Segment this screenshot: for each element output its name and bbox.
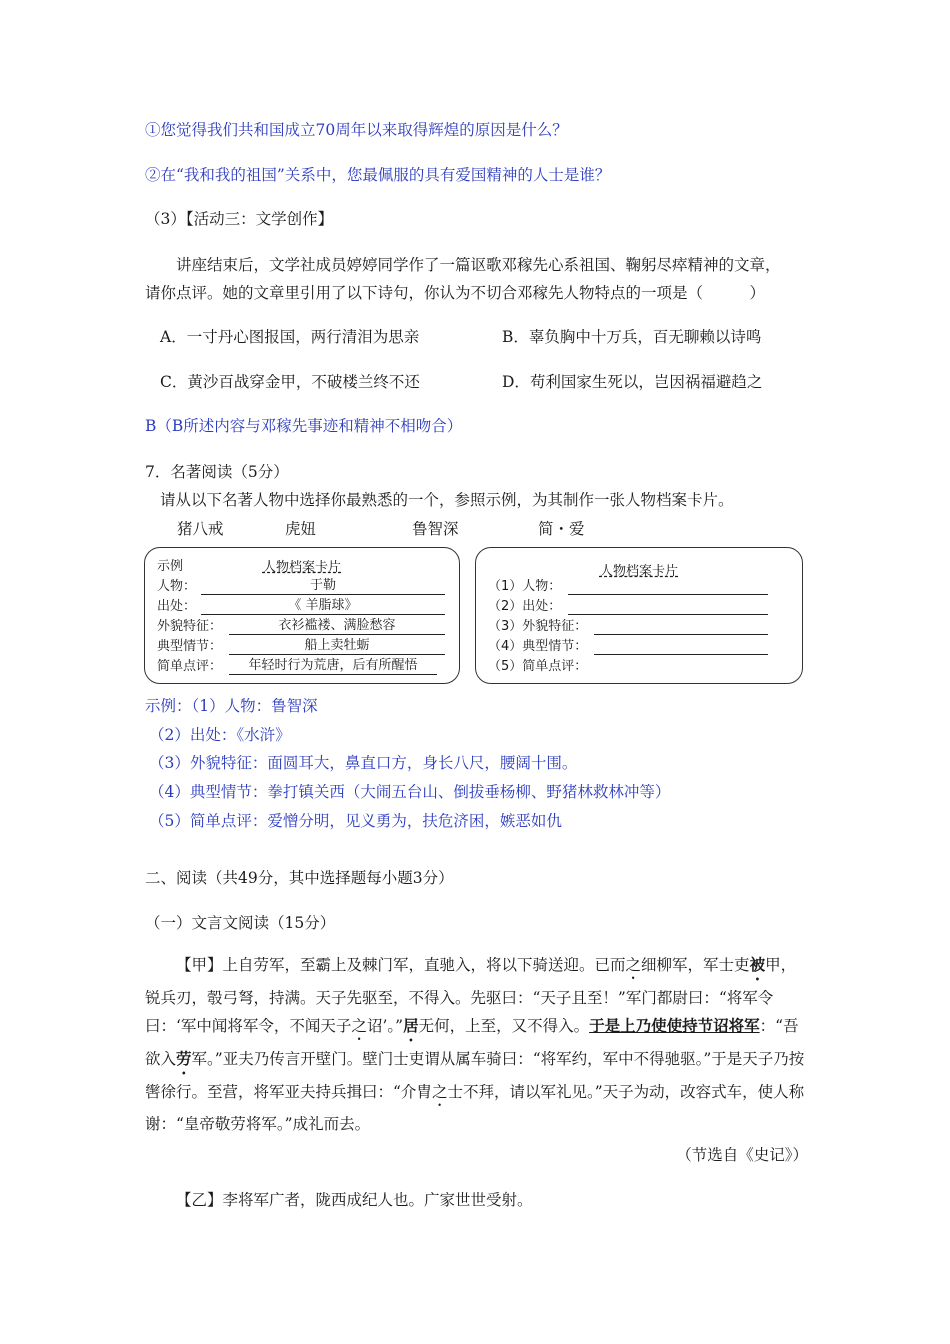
card-key: 简单点评： [157,659,223,674]
card-key: （2）出处： [488,599,562,614]
passage-source: （节选自《史记》） [676,1146,808,1164]
card-key: （1）人物： [488,579,562,594]
card-value: 船上卖牡蛎 [229,637,445,655]
passage-tag: 【乙】 [176,1191,223,1209]
card-key: 外貌特征： [157,619,223,634]
bold-char: 被 [749,955,766,974]
section2-sub: （一）文言文阅读（15分） [145,914,336,932]
passage-text: 李将军广者，陇西成纪人也。广家世世受射。 [222,1191,533,1209]
card-key: （3）外貌特征： [488,619,588,634]
card-key: （4）典型情节： [488,639,588,654]
activity3-stem-1: 讲座结束后，文学社成员婷婷同学作了一篇讴歌邓稼先心系祖国、鞠躬尽瘁精神的文章， [176,256,781,274]
q7-heading: 7．名著阅读（5分） [145,463,289,481]
passage-text: 上自劳军，至霸上及棘门军，直驰入，将以下骑送迎。已而 [222,956,626,974]
passage-text: 士不拜，请以军礼见。”天子为动，改容式车，使人称谢：“皇帝敬劳将军。”成礼而去。 [145,1083,805,1133]
section2-heading: 二、阅读（共49分，其中选择题每小题3分） [145,869,454,887]
dotted-char: 之 [351,1017,367,1035]
card-key: 人物： [157,579,197,594]
activity3-answer: B（B所述内容与邓稼先事迹和精神不相吻合） [145,417,463,435]
bold-char: 劳 [176,1049,192,1068]
activity3-stem-2: 请你点评。她的文章里引用了以下诗句，你认为不切合邓稼先人物特点的一项是（ ） [145,284,766,302]
q7-answer-line: （3）外貌特征：面圆耳大，鼻直口方，身长八尺，腰阔十围。 [149,754,578,772]
card-value: 衣衫褴褛、满脸愁容 [229,617,445,635]
card-title: 人物档案卡片 [262,560,341,575]
underlined-sentence: 于是上乃使使持节诏将军 [589,1016,760,1035]
blank-profile-card [475,547,803,684]
activity3-heading: （3）【活动三：文学创作】 [145,210,334,228]
card-key: （5）简单点评： [488,659,588,674]
option-c: C．黄沙百战穿金甲，不破楼兰终不还 [160,373,420,391]
q7-answer-line: 示例：（1）人物：鲁智深 [145,697,318,715]
passage-text: ：“吾欲入 [145,1017,799,1068]
card-blank-line[interactable] [594,617,768,635]
bold-char: 居 [403,1016,419,1035]
card-key: 典型情节： [157,639,223,654]
passage-tag: 【甲】 [176,956,223,974]
card-title: 人物档案卡片 [599,564,678,579]
q7-answer-line: （2）出处：《水浒》 [149,726,291,744]
q7-answer-line: （4）典型情节：拳打镇关西（大闹五台山、倒拔垂杨柳、野猪林救林冲等） [149,783,671,801]
option-b: B．辜负胸中十万兵，百无聊赖以诗鸣 [502,328,762,346]
passage-text: 军。”亚夫乃传言开壁门。壁门士吏谓从属车骑曰：“将军约，军中不得驰驱。”于是天子乃按辔徐行。至营，将军亚夫持兵揖曰：“介胄 [145,1050,805,1101]
name-option: 虎妞 [285,520,317,538]
example-profile-card [144,547,460,684]
q7-answer-line: （5）简单点评：爱憎分明，见义勇为，扶危济困，嫉恶如仇 [149,812,562,830]
card-value: 《 羊脂球》 [201,597,445,615]
dotted-char: 之 [431,1083,448,1101]
passage-yi [176,1189,533,1211]
passage-text: 甲，锐兵刃，彀弓弩，持满。天子先驱至，不得入。先驱曰：“天子且至！”军门都尉曰：“将军令曰：‘军中闻将军令，不闻天子 [145,956,797,1035]
question-2: ②在“我和我的祖国”关系中，您最佩服的具有爱国精神的人士是谁？ [145,166,611,184]
name-option: 猪八戒 [177,520,224,538]
card-key: 出处： [157,599,197,614]
passage-text: 细柳军，军士吏 [641,956,750,974]
option-a: A．一寸丹心图报国，两行清泪为思亲 [160,328,420,346]
passage-text: 无何，上至，又不得入。 [418,1017,590,1035]
dotted-char: 之 [625,956,642,974]
card-blank-line[interactable] [594,637,768,655]
card-value: 年轻时行为荒唐，后有所醒悟 [229,657,437,675]
q7-instruction: 请从以下名著人物中选择你最熟悉的一个，参照示例，为其制作一张人物档案卡片。 [160,491,734,509]
question-1: ①您觉得我们共和国成立70周年以来取得辉煌的原因是什么？ [145,121,568,139]
card-blank-line[interactable] [568,597,768,615]
card-value: 于勒 [201,577,445,595]
card-example-label: 示例 [157,559,184,574]
name-option: 简・爱 [538,520,585,538]
name-option: 鲁智深 [412,520,459,538]
card-blank-line[interactable] [568,577,768,595]
passage-jia [145,951,810,1138]
passage-text: 诏’。” [366,1017,404,1035]
option-d: D．苟利国家生死以，岂因祸福避趋之 [502,373,763,391]
